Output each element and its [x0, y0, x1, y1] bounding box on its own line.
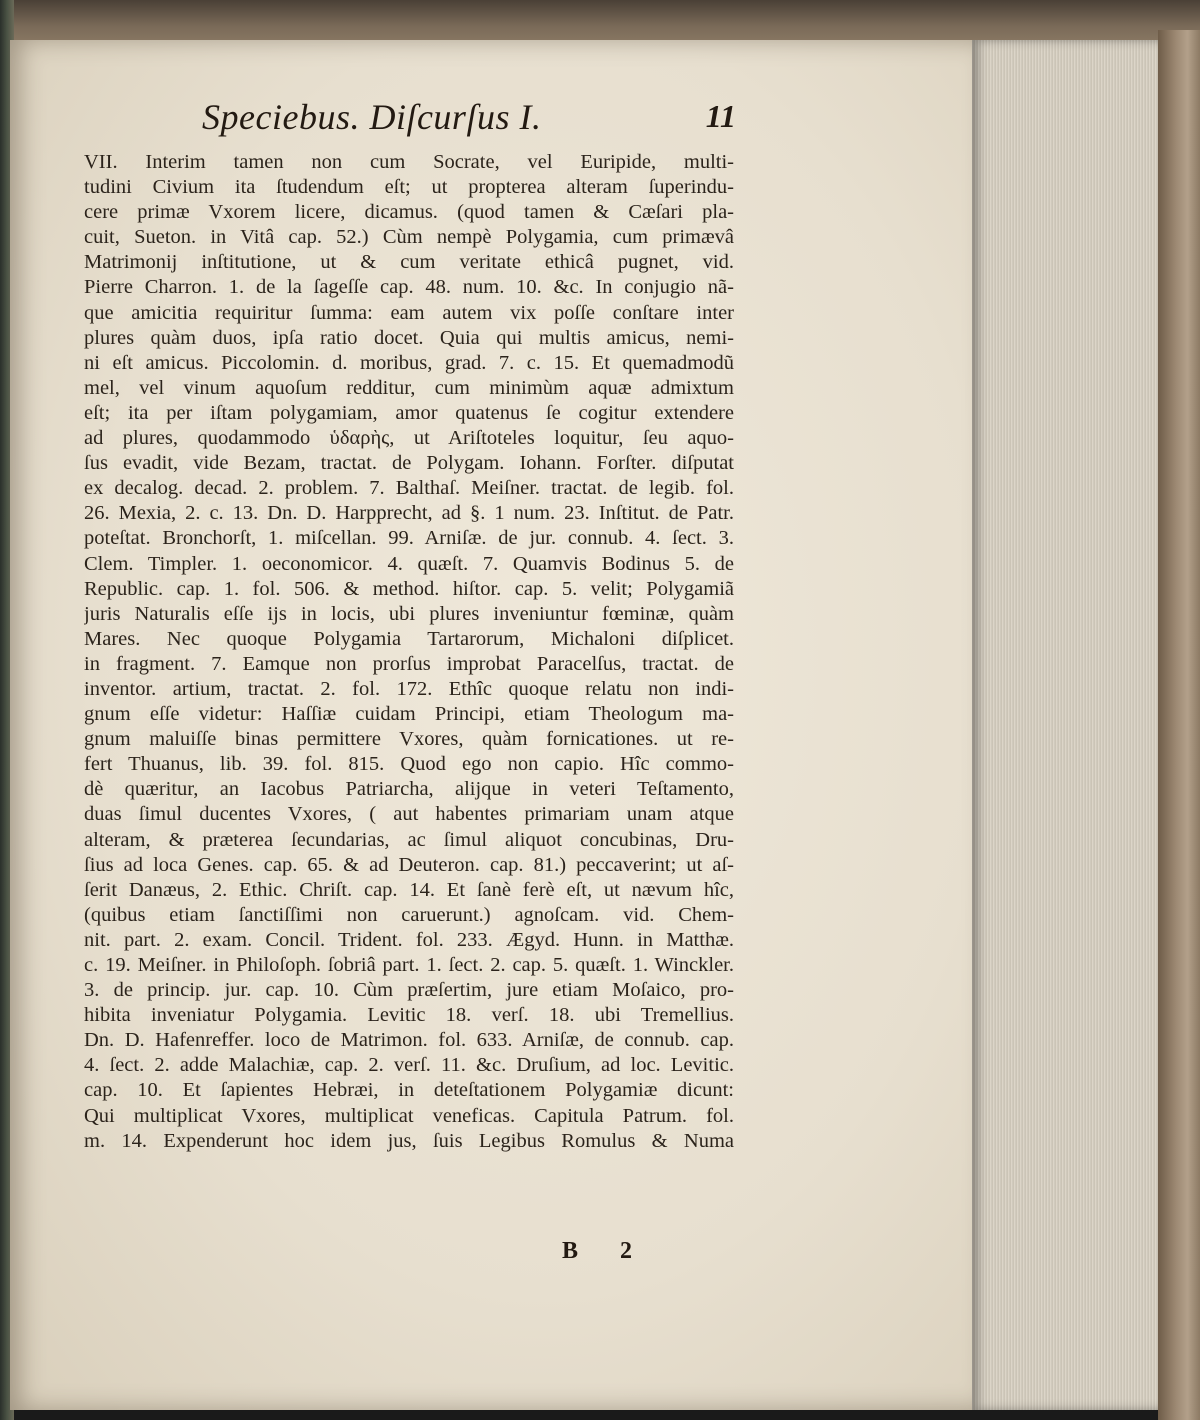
- text-line: ni eſt amicus. Piccolomin. d. moribus, grad. 7. c. 15. Et quemadmodũ: [84, 351, 734, 374]
- text-line: 4. ſect. 2. adde Malachiæ, cap. 2. verſ. 11. &c. Druſium, ad loc. Levitic.: [84, 1054, 734, 1077]
- running-head-title: Speciebus. Diſcurſus I.: [202, 97, 542, 137]
- text-line: hibita inveniatur Polygamia. Levitic 18. verſ. 18. ubi Tremellius.: [84, 1004, 734, 1027]
- text-line: VII. Interim tamen non cum Socrate, vel Euripide, multi-: [84, 151, 734, 173]
- text-line: Dn. D. Hafenreffer. loco de Matrimon. fol. 633. Arniſæ, de connub. cap.: [84, 1029, 734, 1052]
- text-line: plures quàm duos, ipſa ratio docet. Quia qui multis amicus, nemi-: [84, 326, 734, 349]
- text-line: juris Naturalis eſſe ijs in locis, ubi plures inveniuntur fœminæ, quàm: [84, 602, 734, 625]
- signature-mark: B 2: [562, 1238, 651, 1264]
- text-line: ad plures, quodammodo ὑδαρὴς, ut Ariſtoteles loquitur, ſeu aquo-: [84, 427, 734, 450]
- text-line: fert Thuanus, lib. 39. fol. 815. Quod ego non capio. Hîc commo-: [84, 753, 734, 776]
- binding-right-edge: [1158, 30, 1200, 1420]
- text-line: Mares. Nec quoque Polygamia Tartarorum, Michaloni diſplicet.: [84, 627, 734, 650]
- text-line: (quibus etiam ſanctiſſimi non caruerunt.) agnoſcam. vid. Chem-: [84, 903, 734, 926]
- page-number: 11: [705, 98, 736, 134]
- text-line: Matrimonij inſtitutione, ut & cum veritate ethicâ pugnet, vid.: [84, 251, 734, 274]
- text-line: cere primæ Vxorem licere, dicamus. (quod tamen & Cæſari pla-: [84, 201, 734, 224]
- text-line: Qui multiplicat Vxores, multiplicat veneficas. Capitula Patrum. fol.: [84, 1104, 734, 1127]
- text-line: mel, vel vinum aquoſum redditur, cum minimùm aquæ admixtum: [84, 376, 734, 399]
- text-line: ex decalog. decad. 2. problem. 7. Balthaſ. Meiſner. tractat. de legib. fol.: [84, 477, 734, 500]
- text-line: Pierre Charron. 1. de la ſageſſe cap. 48. num. 10. &c. In conjugio nã-: [84, 276, 734, 299]
- text-line: alteram, & præterea ſecundarias, ac ſimul aliquot concubinas, Dru-: [84, 828, 734, 851]
- text-line: Republic. cap. 1. fol. 506. & method. hiſtor. cap. 5. velit; Polygamiã: [84, 577, 734, 600]
- text-line: gnum eſſe videtur: Haſſiæ cuidam Principi, etiam Theologum ma-: [84, 703, 734, 726]
- text-line: Clem. Timpler. 1. oeconomicor. 4. quæſt. 7. Quamvis Bodinus 5. de: [84, 552, 734, 575]
- text-line: poteſtat. Bronchorſt, 1. miſcellan. 99. Arniſæ. de jur. connub. 4. ſect. 3.: [84, 527, 734, 550]
- text-line: eſt; ita per iſtam polygamiam, amor quatenus ſe cogitur extendere: [84, 401, 734, 424]
- text-line: cap. 10. Et ſapientes Hebræi, in deteſtationem Polygamiæ dicunt:: [84, 1079, 734, 1102]
- text-line: inventor. artium, tractat. 2. fol. 172. Ethîc quoque relatu non indi-: [84, 677, 734, 700]
- text-line: nit. part. 2. exam. Concil. Trident. fol. 233. Ægyd. Hunn. in Matthæ.: [84, 928, 734, 951]
- text-line: 26. Mexia, 2. c. 13. Dn. D. Harpprecht, ad §. 1 num. 23. Inſtitut. de Patr.: [84, 502, 734, 525]
- text-line: gnum maluiſſe binas permittere Vxores, quàm fornicationes. ut re-: [84, 728, 734, 751]
- text-line: dè quæritur, an Iacobus Patriarcha, alijque in veteri Teſtamento,: [84, 778, 734, 801]
- text-line: 3. de princip. jur. cap. 10. Cùm præſertim, jure etiam Moſaico, pro-: [84, 979, 734, 1002]
- text-line: ſius ad loca Genes. cap. 65. & ad Deuteron. cap. 81.) peccaverint; ut aſ-: [84, 853, 734, 876]
- running-head: [198, 96, 738, 146]
- text-line: cuit, Sueton. in Vitâ cap. 52.) Cùm nempè Polygamia, cum primævâ: [84, 226, 734, 249]
- text-line: c. 19. Meiſner. in Philoſoph. ſobriâ part. 1. ſect. 2. cap. 5. quæſt. 1. Winckler.: [84, 954, 734, 976]
- body-text: [84, 150, 734, 1154]
- page-block-fore-edge: [972, 40, 1162, 1410]
- text-line: ſerit Danæus, 2. Ethic. Chriſt. cap. 14. Et ſanè ferè eſt, ut nævum hîc,: [84, 878, 734, 901]
- text-line: ſus evadit, vide Bezam, tractat. de Polygam. Iohann. Forſter. diſputat: [84, 452, 734, 475]
- text-line: duas ſimul ducentes Vxores, ( aut habentes primariam unam atque: [84, 803, 734, 826]
- text-line: m. 14. Expenderunt hoc idem jus, ſuis Legibus Romulus & Numa: [84, 1129, 734, 1152]
- text-line: in fragment. 7. Eamque non prorſus improbat Paracelſus, tractat. de: [84, 652, 734, 675]
- text-line: que amicitia requiritur ſumma: eam autem vix poſſe conſtare inter: [84, 301, 734, 324]
- text-line: tudini Civium ita ſtudendum eſt; ut propterea alteram ſuperindu-: [84, 176, 734, 199]
